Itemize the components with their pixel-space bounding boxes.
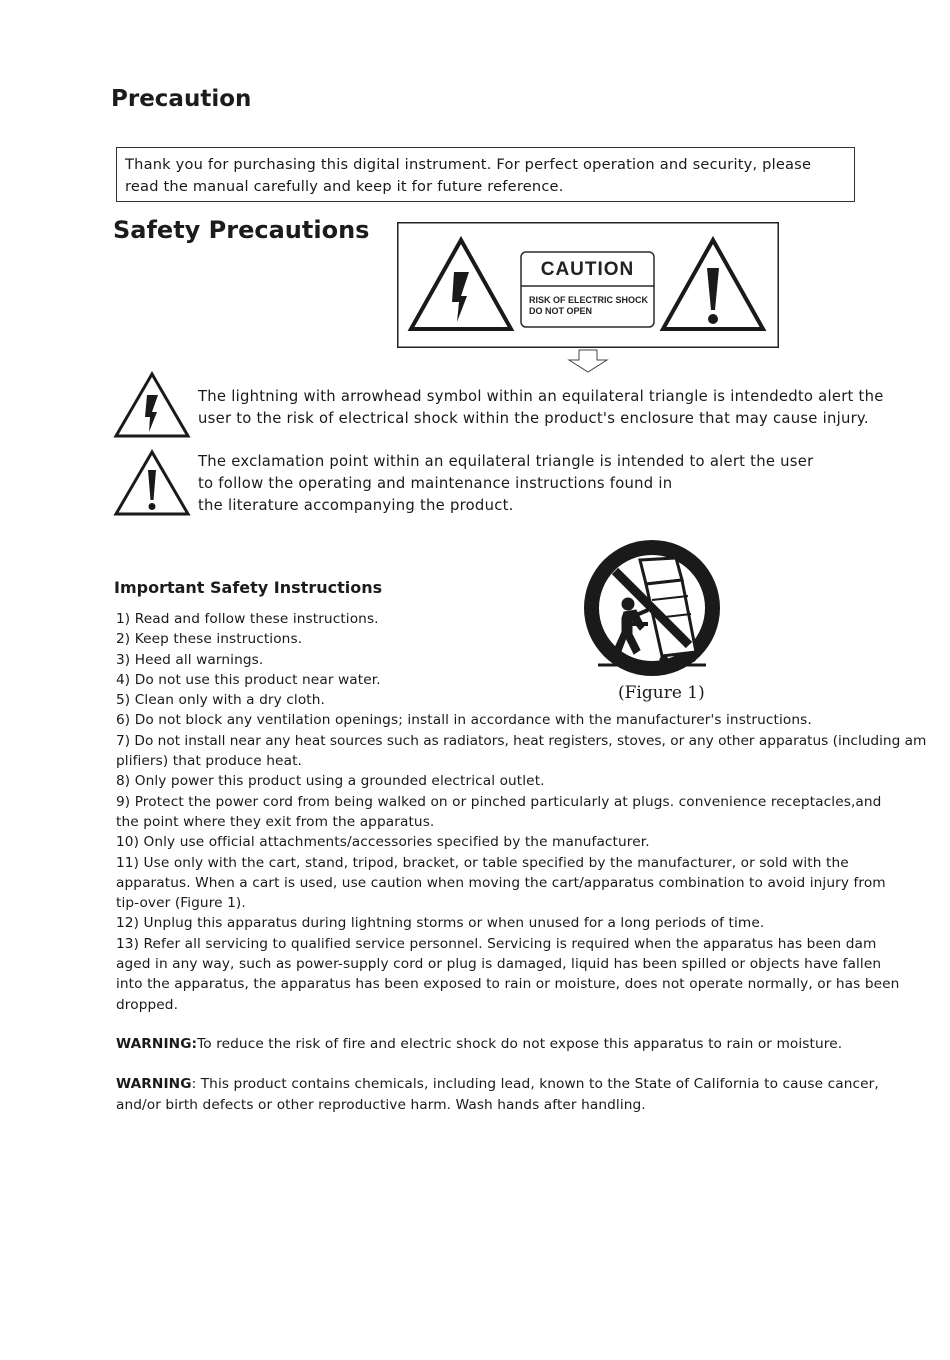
list-item: into the apparatus, the apparatus has been exposed to rain or moisture, does not operate normally, or has been bbox=[116, 976, 900, 993]
caution-subtext bbox=[529, 295, 648, 317]
warning-1-text: To reduce the risk of fire and electric shock do not expose this apparatus to rain or moisture. bbox=[197, 1036, 843, 1052]
exclamation-line-2: to follow the operating and maintenance instructions found in bbox=[198, 475, 673, 492]
list-item: 12) Unplug this apparatus during lightning storms or when unused for a long periods of time. bbox=[116, 915, 765, 932]
lightning-line-1: The lightning with arrowhead symbol within an equilateral triangle is intendedto alert the bbox=[198, 388, 884, 405]
intro-line-1: Thank you for purchasing this digital instrument. For perfect operation and security, please bbox=[125, 156, 812, 173]
list-item: 1) Read and follow these instructions. bbox=[116, 611, 379, 627]
lightning-line-2: user to the risk of electrical shock within the product's enclosure that may cause injury. bbox=[198, 410, 869, 427]
lightning-description bbox=[198, 386, 884, 430]
lightning-symbol-icon bbox=[112, 370, 192, 440]
exclamation-description bbox=[198, 451, 813, 517]
down-arrow-icon bbox=[567, 349, 609, 374]
list-item: dropped. bbox=[116, 996, 179, 1013]
warning-2-text-2: and/or birth defects or other reproductive harm. Wash hands after handling. bbox=[116, 1096, 646, 1113]
exclamation-line-3: the literature accompanying the product. bbox=[198, 497, 514, 514]
page-title: Precaution bbox=[111, 86, 252, 112]
list-item: 3) Heed all warnings. bbox=[116, 651, 264, 668]
list-item: 10) Only use official attachments/accessories specified by the manufacturer. bbox=[116, 834, 650, 851]
exclamation-symbol-icon bbox=[112, 448, 192, 518]
list-item: 2) Keep these instructions. bbox=[116, 631, 303, 648]
warning-2 bbox=[116, 1074, 879, 1115]
intro-line-2: read the manual carefully and keep it for future reference. bbox=[125, 178, 564, 195]
list-item: plifiers) that produce heat. bbox=[116, 753, 302, 770]
instructions-list bbox=[116, 609, 926, 1015]
list-item: 9) Protect the power cord from being walked on or pinched particularly at plugs. convenience receptacles,and bbox=[116, 793, 882, 810]
figure-caption: (Figure 1) bbox=[618, 683, 705, 703]
caution-panel bbox=[397, 222, 779, 348]
safety-heading: Safety Precautions bbox=[113, 216, 370, 244]
list-item: 11) Use only with the cart, stand, tripod, bracket, or table specified by the manufacturer, or sold with the bbox=[116, 854, 849, 871]
list-item: the point where they exit from the apparatus. bbox=[116, 813, 435, 830]
exclamation-line-1: The exclamation point within an equilateral triangle is intended to alert the user bbox=[198, 453, 814, 470]
list-item: 13) Refer all servicing to qualified service personnel. Servicing is required when the apparatus has been dam bbox=[116, 935, 877, 952]
warning-2-label: WARNING bbox=[116, 1076, 192, 1092]
list-item: aged in any way, such as power-supply cord or plug is damaged, liquid has been spilled or objects have fallen bbox=[116, 956, 882, 973]
caution-title: CAUTION bbox=[540, 259, 635, 280]
caution-line-1: RISK OF ELECTRIC SHOCK bbox=[529, 295, 649, 305]
instructions-heading: Important Safety Instructions bbox=[114, 578, 383, 597]
warning-1-label: WARNING: bbox=[116, 1036, 198, 1052]
list-item: apparatus. When a cart is used, use caution when moving the cart/apparatus combination to avoid injury from bbox=[116, 874, 886, 891]
warning-1 bbox=[116, 1034, 842, 1055]
list-item: 7) Do not install near any heat sources such as radiators, heat registers, stoves, or any other apparatus (including am bbox=[116, 732, 927, 749]
caution-line-2: DO NOT OPEN bbox=[529, 306, 593, 316]
caution-panel-graphic bbox=[397, 222, 779, 348]
list-item: tip-over (Figure 1). bbox=[116, 895, 246, 912]
list-item: 5) Clean only with a dry cloth. bbox=[116, 692, 325, 709]
warning-2-text-1: : This product contains chemicals, including lead, known to the State of California to cause cancer, bbox=[191, 1076, 879, 1092]
list-item: 8) Only power this product using a grounded electrical outlet. bbox=[116, 773, 545, 790]
list-item: 4) Do not use this product near water. bbox=[116, 671, 381, 688]
list-item: 6) Do not block any ventilation openings; install in accordance with the manufacturer's instructions. bbox=[116, 712, 812, 729]
intro-box bbox=[116, 147, 855, 202]
